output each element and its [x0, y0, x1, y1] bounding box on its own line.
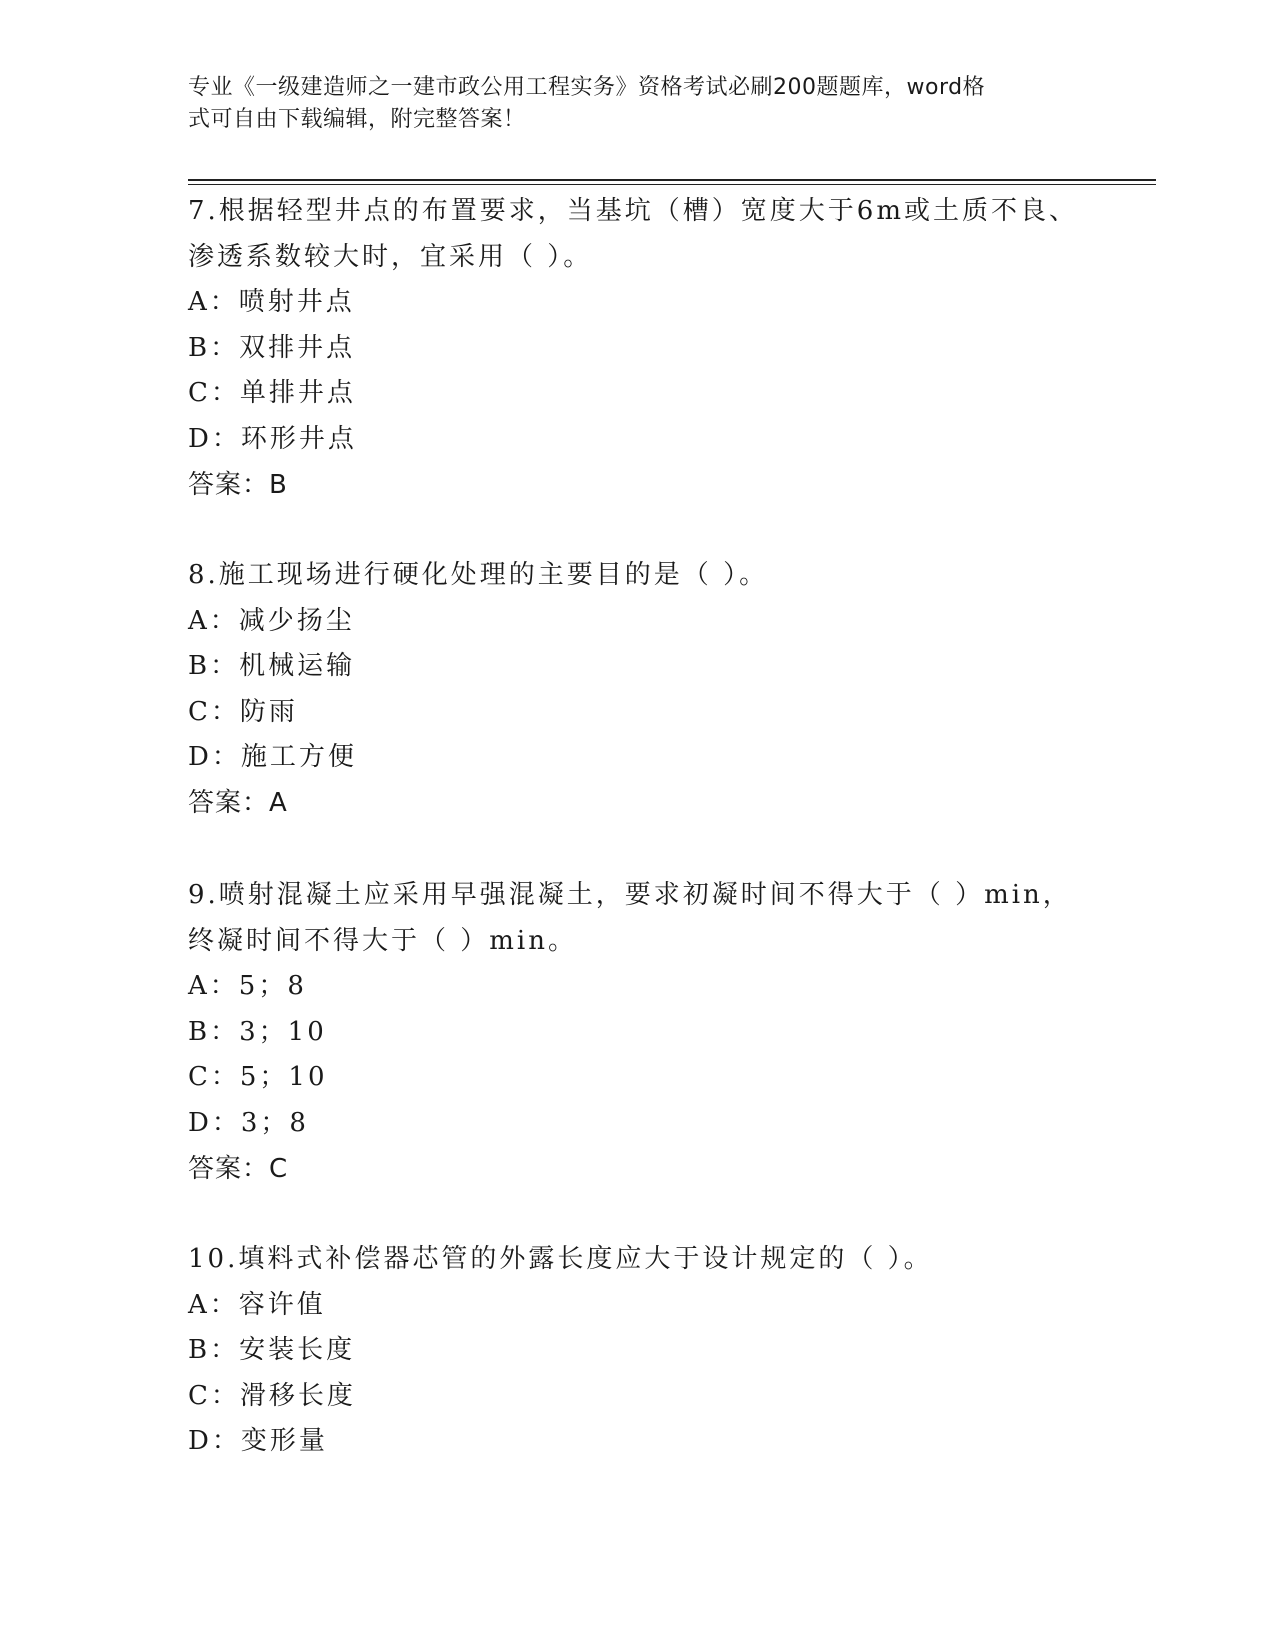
header-line-1: 专业《一级建造师之一建市政公用工程实务》资格考试必刷200题题库，word格 — [188, 75, 986, 100]
option-d: D：变形量 — [188, 1426, 328, 1457]
question-stem-line: 渗透系数较大时，宜采用（ ）。 — [188, 241, 593, 272]
question-7 — [188, 189, 1088, 508]
option-a: A：减少扬尘 — [188, 605, 355, 636]
question-stem-line: 7.根据轻型井点的布置要求，当基坑（槽）宽度大于6m或土质不良、 — [188, 196, 1079, 226]
option-c: C：防雨 — [188, 696, 298, 727]
answer-label: 答案：C — [188, 1153, 289, 1184]
option-b: B：3；10 — [188, 1016, 327, 1047]
question-stem-line: 9.喷射混凝土应采用早强混凝土，要求初凝时间不得大于（ ）min， — [188, 880, 1072, 910]
answer-label: 答案：B — [188, 469, 288, 500]
option-c: C：5；10 — [188, 1062, 328, 1093]
question-stem-line: 10.填料式补偿器芯管的外露长度应大于设计规定的（ ）。 — [188, 1244, 933, 1274]
option-a: A：容许值 — [188, 1289, 326, 1320]
option-b: B：安装长度 — [188, 1335, 356, 1366]
question-10 — [188, 1237, 1088, 1465]
header-divider-thick — [188, 179, 1156, 181]
option-d: D：3；8 — [188, 1107, 309, 1138]
option-b: B：机械运输 — [188, 651, 356, 682]
answer-label: 答案：A — [188, 787, 288, 818]
question-stem-line: 8.施工现场进行硬化处理的主要目的是（ ）。 — [188, 560, 769, 590]
option-c: C：单排井点 — [188, 378, 356, 409]
question-stem-line: 终凝时间不得大于（ ）min。 — [188, 925, 577, 956]
header-divider-thin — [188, 184, 1156, 185]
option-b: B：双排井点 — [188, 332, 356, 363]
option-a: A：喷射井点 — [188, 287, 355, 318]
question-9 — [188, 873, 1088, 1192]
option-d: D：环形井点 — [188, 423, 357, 454]
document-header — [188, 72, 1088, 136]
question-8 — [188, 553, 1088, 827]
option-c: C：滑移长度 — [188, 1380, 356, 1411]
header-line-2: 式可自由下载编辑，附完整答案！ — [188, 107, 526, 132]
option-d: D：施工方便 — [188, 742, 357, 773]
option-a: A：5；8 — [188, 971, 307, 1002]
